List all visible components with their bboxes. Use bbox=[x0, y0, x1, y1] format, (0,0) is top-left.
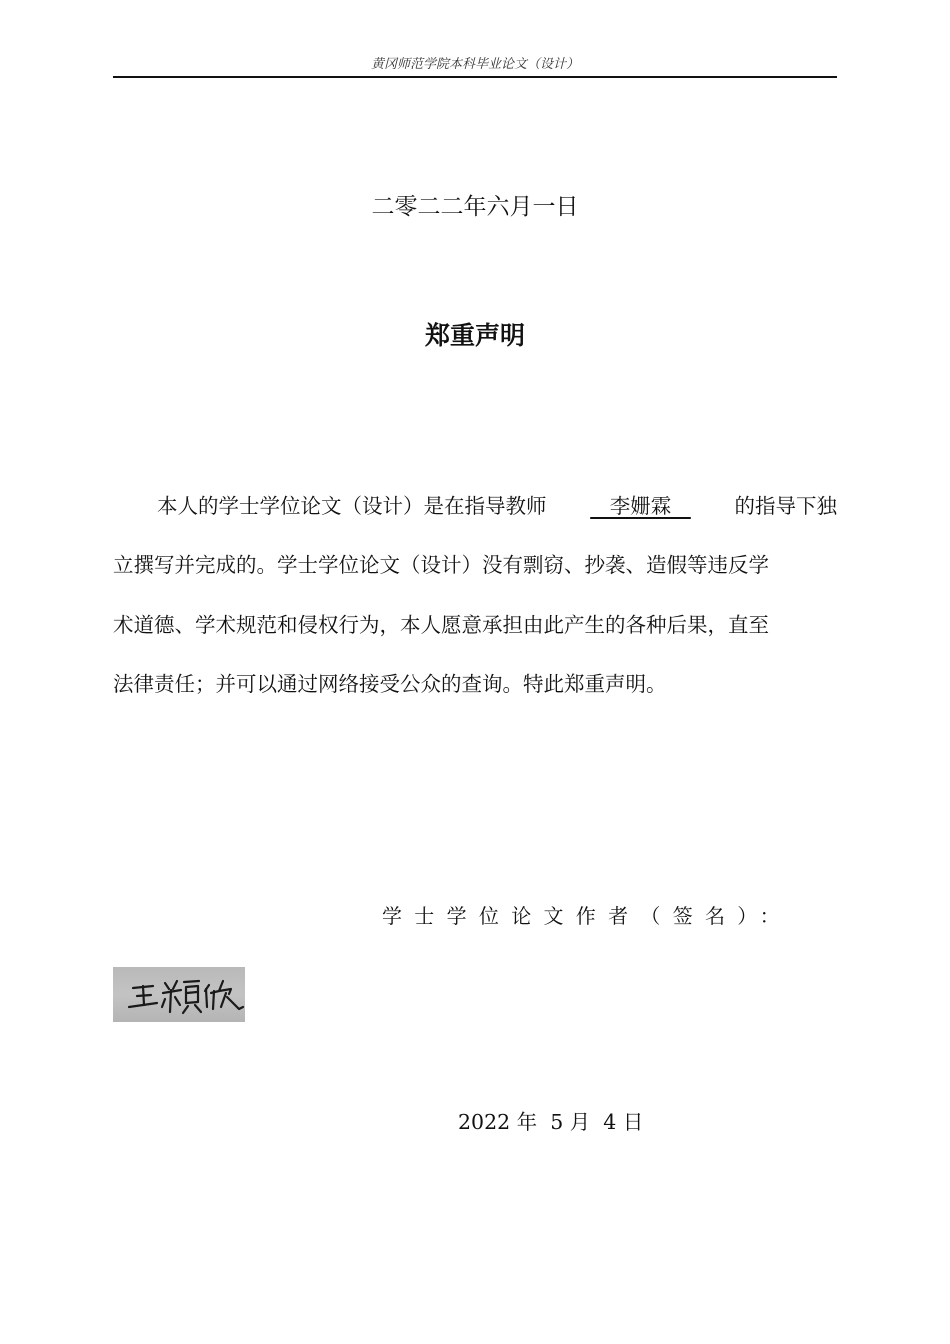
declaration-line-4-text: 法律责任；并可以通过网络接受公众的查询。特此郑重声明。 bbox=[113, 671, 667, 696]
declaration-line-4 bbox=[113, 662, 837, 707]
declaration-body bbox=[113, 484, 837, 721]
sign-date: 2022 年 5 月 4 日 bbox=[458, 1110, 644, 1134]
declaration-title: 郑重声明 bbox=[424, 321, 525, 350]
page-header bbox=[113, 54, 837, 78]
declaration-line-3 bbox=[113, 603, 837, 648]
advisor-name: 李姗霖 bbox=[590, 494, 691, 518]
handwritten-signature bbox=[113, 967, 245, 1022]
declaration-line-2 bbox=[113, 543, 837, 588]
declaration-line-1 bbox=[113, 484, 837, 529]
signature-label: 学士学位论文作者（签名）： bbox=[382, 904, 792, 928]
declaration-line-1-after: 的指导下独 bbox=[734, 494, 837, 518]
declaration-line-2-text: 立撰写并完成的。学士学位论文（设计）没有剽窃、抄袭、造假等违反学 bbox=[113, 553, 769, 578]
declaration-line-1-before: 本人的学士学位论文（设计）是在指导教师 bbox=[157, 494, 547, 518]
signature-scribble-icon bbox=[113, 967, 245, 1022]
declaration-line-3-text: 术道德、学术规范和侵权行为，本人愿意承担由此产生的各种后果，直至 bbox=[113, 612, 769, 637]
running-title: 黄冈师范学院本科毕业论文（设计） bbox=[370, 57, 579, 72]
cover-date: 二零二二年六月一日 bbox=[371, 194, 579, 220]
